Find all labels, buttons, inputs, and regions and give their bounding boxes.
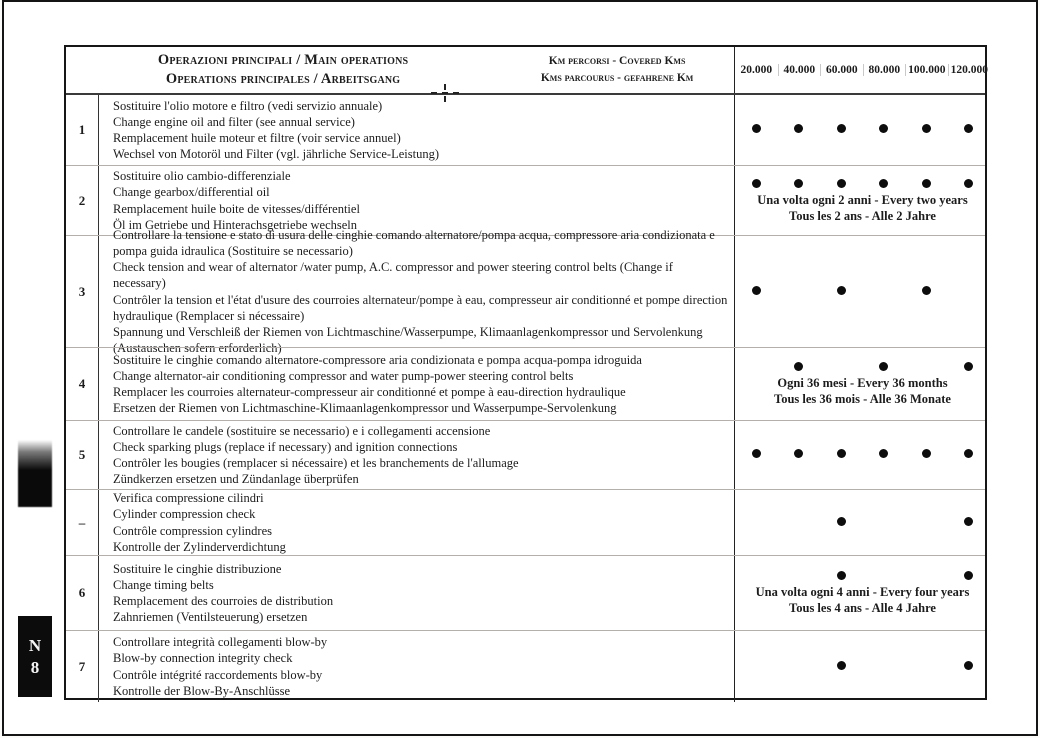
km-column-40000: 40.000	[778, 64, 821, 76]
service-dot-empty	[735, 660, 778, 671]
row-description	[99, 166, 734, 235]
service-dot	[948, 570, 991, 581]
desc-line-fr: Remplacement des courroies de distribution	[113, 594, 334, 608]
service-dot	[820, 516, 863, 527]
desc-line-de: Öl im Getriebe und Hinterachsgetriebe wechseln	[113, 217, 358, 232]
service-dot-empty	[863, 516, 906, 527]
desc-line-it: Sostituire le cinghie distribuzione	[113, 561, 282, 576]
service-dot	[863, 361, 906, 372]
table-header	[66, 47, 988, 95]
row-description	[99, 348, 734, 420]
service-dot	[905, 123, 948, 134]
interval-note-line1: Una volta ogni 2 anni - Every two years	[757, 192, 968, 207]
desc-line-de: Kontrolle der Zylinderverdichtung	[113, 539, 286, 554]
desc-line-de: Kontrolle der Blow-By-Anschlüsse	[113, 683, 291, 698]
km-column-120000: 120.000	[948, 64, 991, 76]
service-dot	[778, 178, 821, 189]
desc-line-de: Zahnriemen (Ventilsteuerung) ersetzen	[113, 610, 308, 625]
table-row-5	[66, 420, 985, 489]
desc-line-de: Ersetzen der Riemen von Lichtmaschine-Klimaanlagenkompressor und Wasserpumpe-Servolenkung	[113, 401, 617, 416]
row-description	[99, 631, 734, 702]
dot-row	[735, 448, 990, 459]
operations-title-line2: Operations principales / Arbeitsgang	[165, 71, 401, 87]
desc-line-en: Change gearbox/differential oil	[113, 185, 270, 200]
service-dot-empty	[905, 516, 948, 527]
dot-row	[735, 178, 990, 189]
section-tab-letter: N	[28, 635, 42, 655]
service-dot-empty	[778, 516, 821, 527]
service-dot	[948, 178, 991, 189]
row-number: 2	[66, 166, 99, 235]
desc-line-fr: Remplacement huile boite de vitesses/différentiel	[113, 201, 360, 216]
desc-line-fr: Remplacer les courroies alternateur-compresseur air conditionné et pompe à eau-direction hydraulique	[113, 385, 626, 399]
km-columns-header	[734, 47, 990, 93]
desc-line-it: Controllare la tensione e stato di usura delle cinghie comando alternatore/pompa acqua, compressore aria condizionata e pompa guida idraulica (Sostituire se necessario)	[113, 227, 715, 258]
table-row-2	[66, 165, 985, 235]
dot-row	[735, 660, 990, 671]
service-dot-empty	[778, 660, 821, 671]
desc-line-fr: Contrôle compression cylindres	[113, 523, 272, 538]
interval-note	[735, 192, 990, 224]
service-dot	[905, 448, 948, 459]
service-dot-empty	[905, 361, 948, 372]
table-row-1	[66, 95, 985, 165]
row-marks	[734, 166, 990, 235]
service-dot	[735, 178, 778, 189]
desc-line-en: Check sparking plugs (replace if necessary) and ignition connections	[113, 439, 458, 454]
desc-line-en: Cylinder compression check	[113, 507, 256, 522]
service-dot	[820, 660, 863, 671]
desc-line-de: Wechsel von Motoröl und Filter (vgl. jährliche Service-Leistung)	[113, 147, 439, 162]
service-dot	[778, 361, 821, 372]
table-body	[66, 95, 985, 702]
dot-row	[735, 285, 990, 296]
desc-line-it: Controllare le candele (sostituire se necessario) e i collegamenti accensione	[113, 423, 491, 438]
desc-line-en: Change engine oil and filter (see annual service)	[113, 114, 355, 129]
desc-line-en: Change alternator-air conditioning compressor and water pump-power steering control belts	[113, 368, 574, 383]
maintenance-schedule-table	[64, 45, 987, 700]
row-marks	[734, 95, 990, 165]
page-frame	[2, 0, 1038, 736]
desc-line-fr: Contrôle intégrité raccordements blow-by	[113, 667, 323, 682]
desc-line-it: Verifica compressione cilindri	[113, 491, 264, 506]
service-dot	[778, 123, 821, 134]
row-number: 5	[66, 421, 99, 489]
km-column-60000: 60.000	[820, 64, 863, 76]
service-dot	[735, 285, 778, 296]
header-titles	[66, 47, 734, 93]
row-marks	[734, 490, 990, 555]
service-dot-empty	[905, 660, 948, 671]
desc-line-de: Spannung und Verschleiß der Riemen von Lichtmaschine/Wasserpumpe, Klimaanlagenkompressor und Servolenkung (Austauschen sofern erforderlich)	[113, 324, 703, 356]
service-dot	[863, 448, 906, 459]
row-description	[99, 95, 734, 165]
service-dot	[778, 448, 821, 459]
interval-note-line1: Ogni 36 mesi - Every 36 months	[777, 376, 948, 390]
row-number: 1	[66, 95, 99, 165]
dot-row	[735, 570, 990, 581]
service-dot-empty	[735, 361, 778, 372]
service-dot	[948, 448, 991, 459]
row-number: 4	[66, 348, 99, 420]
service-dot-empty	[905, 570, 948, 581]
service-dot-empty	[778, 285, 821, 296]
registration-mark-icon	[431, 84, 459, 102]
section-tab-number: 8	[30, 657, 40, 677]
desc-line-fr: Contrôler les bougies (remplacer si nécessaire) et les branchements de l'allumage	[113, 456, 519, 470]
row-marks	[734, 556, 990, 630]
service-dot	[820, 285, 863, 296]
dot-row	[735, 361, 990, 372]
service-dot-empty	[863, 285, 906, 296]
service-dot	[948, 516, 991, 527]
interval-note-line2: Tous les 36 mois - Alle 36 Monate	[774, 392, 951, 406]
desc-line-it: Sostituire le cinghie comando alternatore-compressore aria condizionata e pompa acqua-pompa idroguida	[113, 352, 642, 367]
table-row-6	[66, 555, 985, 630]
km-column-20000: 20.000	[740, 64, 773, 76]
service-dot	[820, 570, 863, 581]
service-dot-empty	[735, 516, 778, 527]
row-description	[99, 421, 734, 489]
service-dot	[735, 448, 778, 459]
table-row-3	[66, 227, 985, 356]
desc-line-fr: Remplacement huile moteur et filtre (voir service annuel)	[113, 131, 401, 145]
desc-line-en: Check tension and wear of alternator /water pump, A.C. compressor and power steering control belts (Change if necessary)	[113, 260, 673, 291]
row-marks	[734, 236, 990, 347]
service-dot-empty	[778, 570, 821, 581]
service-dot	[905, 285, 948, 296]
operations-title-line1: Operazioni principali / Main operations	[157, 52, 409, 68]
desc-line-fr: Contrôler la tension et l'état d'usure des courroies alternateur/pompe à eau, compresseur air conditionné et pompe direction hydraulique (Remplacer si nécessaire)	[113, 292, 728, 323]
row-marks	[734, 631, 990, 702]
row-number: 3	[66, 236, 99, 347]
service-dot	[820, 178, 863, 189]
service-dot-empty	[820, 361, 863, 372]
service-dot-empty	[863, 570, 906, 581]
service-dot	[820, 448, 863, 459]
table-row-4	[66, 347, 985, 420]
row-description	[99, 556, 734, 630]
dot-row	[735, 516, 990, 527]
section-tab-n8	[18, 616, 52, 697]
service-dot-empty	[735, 570, 778, 581]
row-marks	[734, 348, 990, 420]
desc-line-de: Zündkerzen ersetzen und Zündanlage überprüfen	[113, 472, 359, 487]
desc-line-it: Controllare integrità collegamenti blow-by	[113, 635, 328, 650]
row-marks	[734, 421, 990, 489]
interval-note	[735, 584, 990, 616]
interval-note-line2: Tous les 2 ans - Alle 2 Jahre	[789, 208, 936, 223]
covered-km-title	[500, 53, 734, 87]
covered-km-title-line2: Kms parcourus - gefahrene Km	[540, 72, 694, 84]
service-dot	[948, 361, 991, 372]
interval-note-line1: Una volta ogni 4 anni - Every four years	[755, 585, 970, 599]
interval-note	[735, 375, 990, 407]
row-description	[99, 227, 734, 356]
service-dot	[735, 123, 778, 134]
service-dot	[905, 178, 948, 189]
service-dot	[948, 660, 991, 671]
row-description	[99, 490, 734, 555]
table-row-dash	[66, 489, 985, 555]
interval-note-line2: Tous les 4 ans - Alle 4 Jahre	[789, 601, 936, 615]
service-dot	[863, 178, 906, 189]
row-number: 6	[66, 556, 99, 630]
service-dot	[863, 123, 906, 134]
row-number: –	[66, 490, 99, 555]
table-row-7	[66, 630, 985, 702]
service-dot-empty	[948, 285, 991, 296]
desc-line-it: Sostituire olio cambio-differenziale	[113, 169, 291, 184]
km-column-80000: 80.000	[863, 64, 906, 76]
ink-smudge	[18, 440, 52, 507]
service-dot	[820, 123, 863, 134]
covered-km-title-line1: Km percorsi - Covered Kms	[548, 55, 686, 67]
service-dot-empty	[863, 660, 906, 671]
desc-line-it: Sostituire l'olio motore e filtro (vedi servizio annuale)	[113, 98, 383, 113]
km-column-100000: 100.000	[905, 64, 948, 76]
desc-line-en: Blow-by connection integrity check	[113, 651, 293, 666]
desc-line-en: Change timing belts	[113, 577, 214, 592]
dot-row	[735, 123, 990, 134]
service-dot	[948, 123, 991, 134]
row-number: 7	[66, 631, 99, 702]
